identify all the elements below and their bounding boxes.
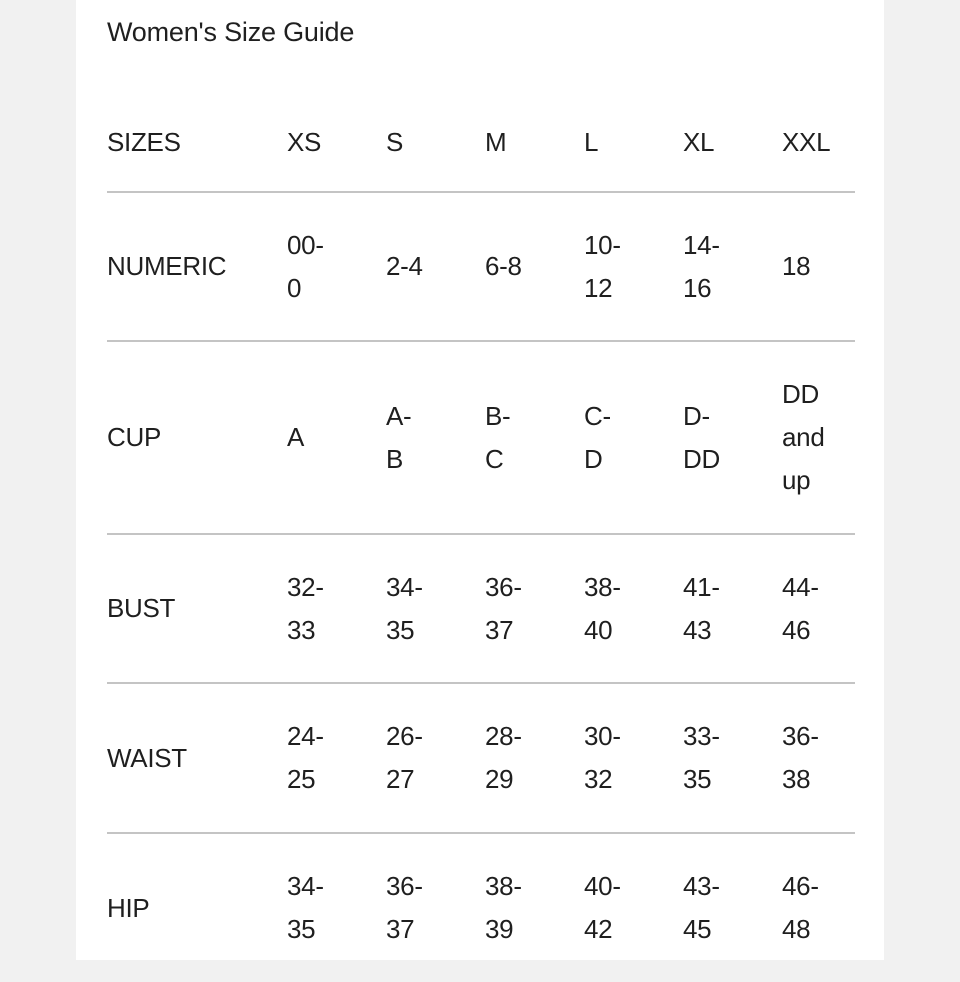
- cell-line: 38: [782, 764, 811, 794]
- cell-line: 42: [584, 914, 613, 944]
- cell-line: 43: [683, 614, 712, 645]
- cell-line: 45: [683, 914, 712, 944]
- table-cell-xl: [683, 534, 782, 683]
- cell-line: 32: [584, 764, 613, 794]
- cell-line: 2-4: [386, 251, 423, 281]
- cell-line: up: [782, 465, 811, 495]
- page-title: Women's Size Guide: [107, 17, 355, 47]
- cell-line: 35: [287, 914, 316, 944]
- cell-line: 39: [485, 914, 514, 944]
- header-size-xxl: XXL: [782, 93, 855, 192]
- cell-line: DD: [782, 379, 819, 409]
- cell-line: B: [386, 443, 404, 474]
- cell-line: C: [485, 443, 504, 474]
- cell-line: 10-: [584, 229, 621, 260]
- cell-line: B-: [485, 400, 511, 431]
- cell-line: 29: [485, 764, 514, 794]
- table-cell-l: [584, 341, 683, 534]
- table-cell-xxl: [782, 534, 855, 683]
- table-header-row: [107, 93, 855, 192]
- table-cell-xs: [287, 192, 386, 341]
- cell-line: 37: [386, 914, 415, 944]
- cell-line: 48: [782, 914, 811, 944]
- table-cell-xs: [287, 534, 386, 683]
- header-size-xs: XS: [287, 93, 386, 192]
- row-label: CUP: [107, 341, 287, 534]
- table-cell-xl: [683, 341, 782, 534]
- cell-line: 35: [386, 614, 415, 645]
- header-size-m: M: [485, 93, 584, 192]
- cell-line: 12: [584, 272, 613, 303]
- cell-line: 34-: [386, 571, 423, 602]
- cell-line: 46: [782, 614, 811, 645]
- cell-line: 40-: [584, 871, 621, 901]
- header-label: SIZES: [107, 93, 287, 192]
- cell-line: 36-: [782, 721, 819, 751]
- cell-line: 35: [683, 764, 712, 794]
- table-cell-s: [386, 192, 485, 341]
- cell-line: 36-: [485, 571, 522, 602]
- table-cell-xl: [683, 683, 782, 833]
- cell-line: 33: [287, 614, 316, 645]
- header-size-l: L: [584, 93, 683, 192]
- table-row: [107, 534, 855, 683]
- cell-line: 34-: [287, 871, 324, 901]
- cell-line: 00-: [287, 229, 324, 260]
- cell-line: 43-: [683, 871, 720, 901]
- cell-line: 32-: [287, 571, 324, 602]
- cell-line: A: [287, 422, 305, 452]
- cell-line: 44-: [782, 571, 819, 602]
- table-cell-l: [584, 192, 683, 341]
- cell-line: and: [782, 422, 825, 452]
- table-row: [107, 683, 855, 833]
- cell-line: C-: [584, 400, 611, 431]
- cell-line: 41-: [683, 571, 720, 602]
- table-cell-xs: [287, 341, 386, 534]
- row-label: NUMERIC: [107, 251, 227, 281]
- table-cell-xs: [287, 683, 386, 833]
- cell-line: D: [584, 443, 603, 474]
- table-cell-m: [485, 683, 584, 833]
- cell-line: 38-: [485, 871, 522, 901]
- cell-line: 46-: [782, 871, 819, 901]
- cell-line: DD: [683, 443, 720, 474]
- table-row: [107, 341, 855, 534]
- row-label: BUST: [107, 534, 287, 683]
- cell-line: 24-: [287, 721, 324, 751]
- cell-line: 6-8: [485, 251, 522, 281]
- cell-line: 36-: [386, 871, 423, 901]
- table-cell-xl: [683, 192, 782, 341]
- table-cell-m: [485, 192, 584, 341]
- cell-line: 38-: [584, 571, 621, 602]
- table-cell-s: [386, 683, 485, 833]
- header-size-xl: XL: [683, 93, 782, 192]
- cell-line: 37: [485, 614, 514, 645]
- table-cell-xxl: [782, 683, 855, 833]
- cell-line: D-: [683, 400, 710, 431]
- header-size-s: S: [386, 93, 485, 192]
- table-row: [107, 192, 855, 341]
- cell-line: 14-: [683, 229, 720, 260]
- cell-line: 0: [287, 272, 302, 303]
- table-cell-l: [584, 683, 683, 833]
- table-cell-xxl: [782, 192, 855, 341]
- cell-line: 25: [287, 764, 316, 794]
- size-chart-table: [107, 93, 855, 982]
- cell-line: 30-: [584, 721, 621, 751]
- table-cell-m: [485, 534, 584, 683]
- table-cell-s: [386, 534, 485, 683]
- table-cell-s: [386, 341, 485, 534]
- cell-line: 40: [584, 614, 613, 645]
- cell-line: 33-: [683, 721, 720, 751]
- cell-line: 26-: [386, 721, 423, 751]
- table-cell-m: [485, 341, 584, 534]
- cell-line: 27: [386, 764, 415, 794]
- table-cell-l: [584, 534, 683, 683]
- cell-line: 28-: [485, 721, 522, 751]
- row-label: HIP: [107, 833, 287, 982]
- cell-line: 18: [782, 251, 811, 281]
- row-label: WAIST: [107, 683, 287, 833]
- cell-line: A-: [386, 400, 412, 431]
- table-cell-xxl: [782, 341, 855, 534]
- cell-line: 16: [683, 272, 712, 303]
